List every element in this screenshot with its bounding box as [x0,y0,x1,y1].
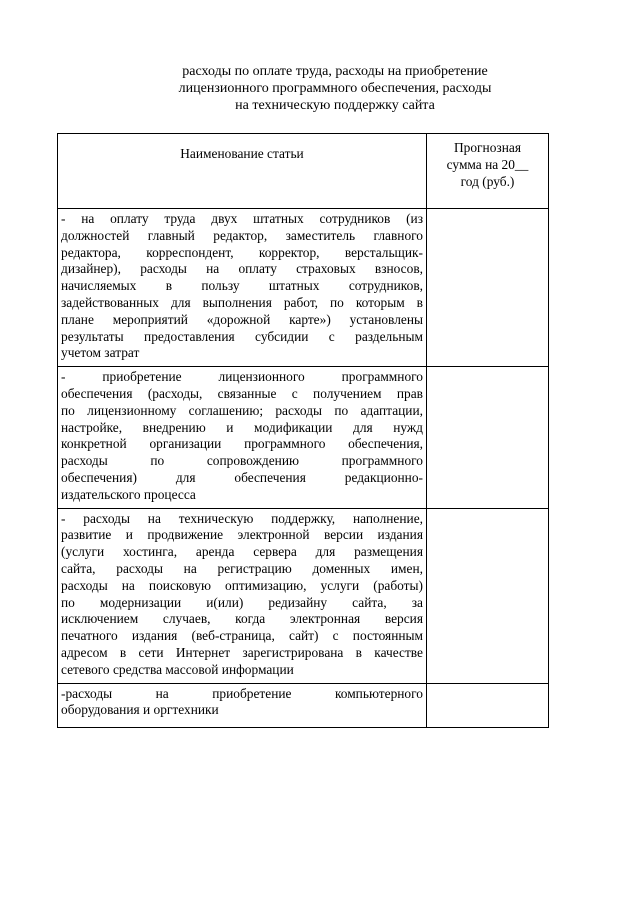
column-header-amount-line: Прогнозная [454,140,521,155]
text-line: -расходы на приобретение компьютерного [61,685,423,701]
column-header-amount-line: сумма на 20__ [446,156,529,172]
heading-line: лицензионного программного обеспечения, расходы [178,81,492,96]
text-line: печатного издания (веб-страница, сайт) с постоянным [61,628,423,644]
table-row [58,683,549,727]
amount-cell[interactable] [427,508,549,683]
text-line: адресом в сети Интернет зарегистрирована в качестве [61,644,423,660]
document-heading [100,63,570,114]
text-line: редактора, корреспондент, корректор, верстальщик- [61,244,423,260]
text-line: обеспечения (расходы, связанные с получением прав [61,385,423,401]
table-row [58,367,549,508]
text-line: плане мероприятий «дорожной карте») установлены [61,311,423,327]
table-header-row [58,134,549,209]
text-line: результаты предоставления субсидии с раздельным [61,328,423,344]
text-line: задействованных для выполнения работ, по которым в [61,294,423,310]
amount-cell[interactable] [427,683,549,727]
text-line: (услуги хостинга, аренда сервера для размещения [61,544,423,560]
heading-line: на техническую поддержку сайта [235,98,435,113]
heading-line: расходы по оплате труда, расходы на приобретение [182,64,488,79]
text-line: начисляемых в пользу штатных сотрудников, [61,278,423,294]
text-line: должностей главный редактор, заместитель главного [61,227,423,243]
text-line: сайта, расходы на регистрацию доменных имен, [61,560,423,576]
item-description [58,209,427,367]
text-line: издательского процесса [61,486,196,502]
item-description [58,508,427,683]
text-line: по лицензионному соглашению; расходы по адаптации, [61,402,423,418]
text-line: расходы по сопровождению программного [61,453,423,469]
column-header-amount-line: год (руб.) [460,173,515,189]
text-line: конкретной организации программного обеспечения, [61,436,423,452]
text-line: оборудования и оргтехники [61,702,219,718]
column-header-name: Наименование статьи [58,134,427,209]
amount-cell[interactable] [427,209,549,367]
text-line: дизайнер), расходы на оплату страховых взносов, [61,261,423,277]
text-line: настройке, внедрению и модификации для нужд [61,419,423,435]
table-row [58,508,549,683]
column-header-amount [427,134,549,209]
text-line: исключением случаев, когда электронная версия [61,611,423,627]
text-line: по модернизации и(или) редизайну сайта, за [61,594,423,610]
text-line: расходы на поисковую оптимизацию, услуги (работы) [61,577,423,593]
text-line: - расходы на техническую поддержку, наполнение, [61,510,423,526]
expense-table [57,133,549,728]
text-line: - приобретение лицензионного программного [61,369,423,385]
text-line: учетом затрат [61,345,140,361]
text-line: обеспечения) для обеспечения редакционно- [61,469,423,485]
item-description [58,367,427,508]
table-row [58,209,549,367]
text-line: сетевого средства массовой информации [61,661,294,677]
amount-cell[interactable] [427,367,549,508]
text-line: - на оплату труда двух штатных сотрудников (из [61,211,423,226]
item-description [58,683,427,727]
text-line: развитие и продвижение электронной версии издания [61,527,423,543]
